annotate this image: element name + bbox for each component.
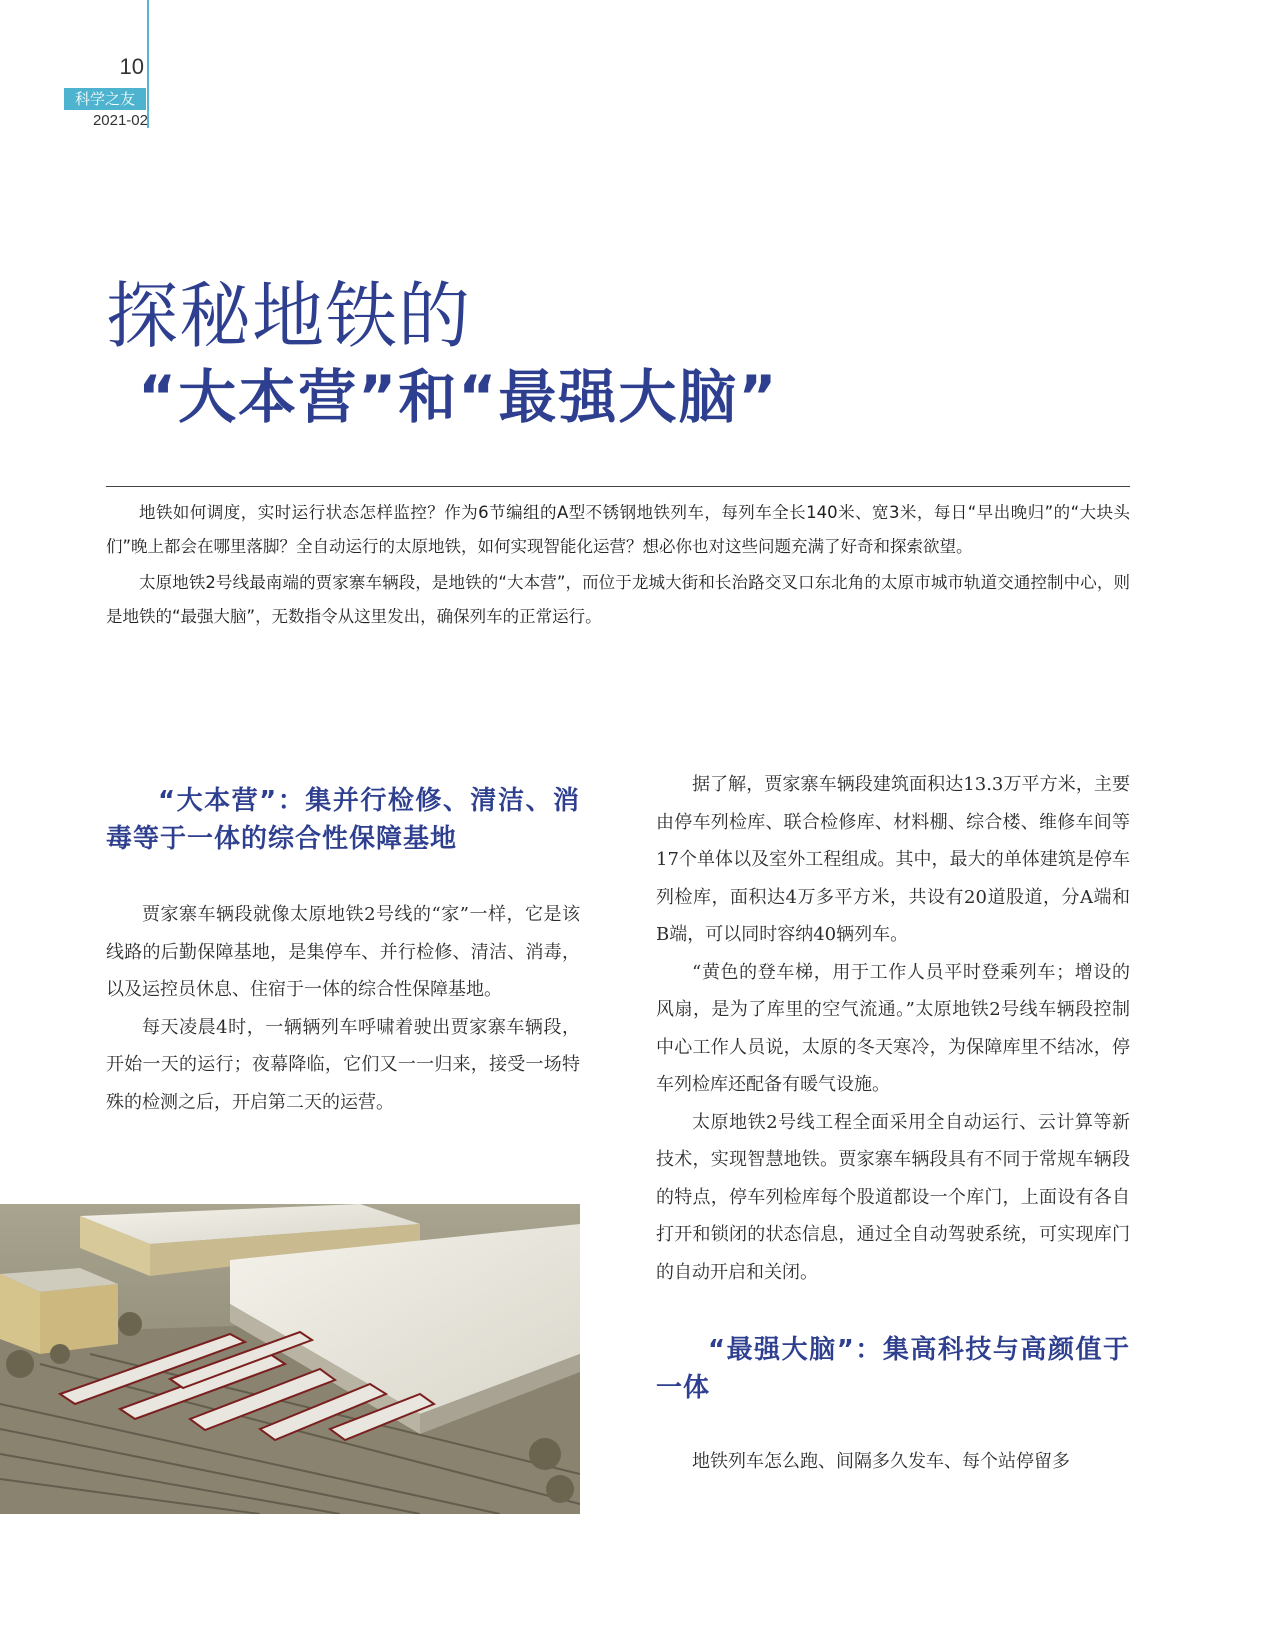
magazine-name-badge: 科学之友	[64, 88, 146, 110]
body-paragraph: 贾家寨车辆段就像太原地铁2号线的“家”一样，它是该线路的后勤保障基地，是集停车、并行检修、清洁、消毒，以及运控员休息、住宿于一体的综合性保障基地。	[106, 904, 580, 1000]
section-heading-brain: “最强大脑”：集高科技与高颜值于一体	[656, 1335, 1130, 1403]
intro-paragraph: 太原地铁2号线最南端的贾家寨车辆段，是地铁的“大本营”，而位于龙城大街和长治路交叉口东北角的太原市城市轨道交通控制中心，则是地铁的“最强大脑”，无数指令从这里发出，确保列车的正常运行。	[106, 573, 1130, 626]
issue-date: 2021-02	[92, 112, 148, 129]
intro-divider	[106, 486, 1130, 487]
article-title-line2: “大本营”和“最强大脑”	[138, 363, 779, 431]
intro-lead	[106, 496, 1130, 634]
right-column	[656, 774, 1130, 1481]
article-title-line1: 探秘地铁的	[106, 274, 472, 358]
depot-aerial-photo	[0, 1204, 580, 1514]
page-number: 10	[119, 54, 144, 79]
body-paragraph: “黄色的登车梯，用于工作人员平时登乘列车；增设的风扇，是为了库里的空气流通。”太原地铁2号线车辆段控制中心工作人员说，太原的冬天寒冷，为保障库里不结冰，停车列检库还配备有暖气设施。	[656, 961, 1130, 1095]
body-paragraph: 地铁列车怎么跑、间隔多久发车、每个站停留多	[692, 1451, 1070, 1472]
body-paragraph: 太原地铁2号线工程全面采用全自动运行、云计算等新技术，实现智慧地铁。贾家寨车辆段具有不同于常规车辆段的特点，停车列检库每个股道都设一个库门，上面设有各自打开和锁闭的状态信息，通过全自动驾驶系统，可实现库门的自动开启和关闭。	[656, 1111, 1130, 1283]
section-heading-base: “大本营”：集并行检修、清洁、消毒等于一体的综合性保障基地	[106, 786, 580, 854]
intro-paragraph: 地铁如何调度，实时运行状态怎样监控？作为6节编组的A型不锈钢地铁列车，每列车全长140米、宽3米，每日“早出晚归”的“大块头们”晚上都会在哪里落脚？全自动运行的太原地铁，如何实现智能化运营？想必你也对这些问题充满了好奇和探索欲望。	[106, 503, 1130, 556]
margin-rule	[147, 0, 149, 128]
body-paragraph: 据了解，贾家寨车辆段建筑面积达13.3万平方米，主要由停车列检库、联合检修库、材料棚、综合楼、维修车间等17个单体以及室外工程组成。其中，最大的单体建筑是停车列检库，面积达4万多平方米，共设有20道股道，分A端和B端，可以同时容纳40辆列车。	[656, 774, 1130, 945]
body-paragraph: 每天凌晨4时，一辆辆列车呼啸着驶出贾家寨车辆段，开始一天的运行；夜幕降临，它们又一一归来，接受一场特殊的检测之后，开启第二天的运营。	[106, 1016, 580, 1113]
left-column	[106, 782, 580, 1121]
